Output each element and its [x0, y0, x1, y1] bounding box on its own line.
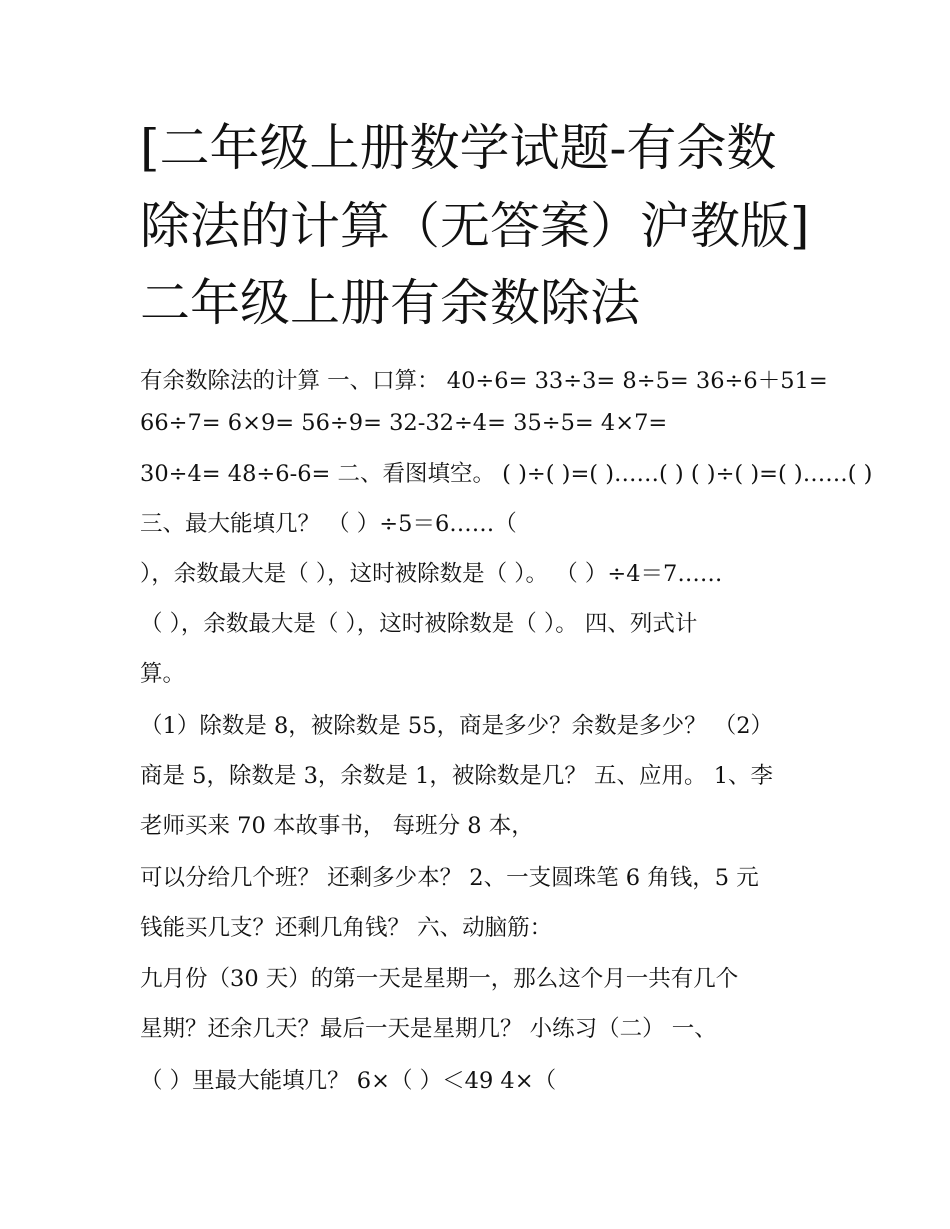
body-text-line-8: （1）除数是 8，被除数是 55，商是多少？余数是多少？ （2） — [140, 713, 774, 739]
body-text-line-14: 星期？还余几天？最后一天是星期几？ 小练习（二） 一、 — [140, 1016, 717, 1042]
document-title-line-3: 二年级上册有余数除法 — [140, 274, 640, 332]
body-text-line-13: 九月份（30 天）的第一天是星期一，那么这个月一共有几个 — [140, 966, 739, 992]
body-text-line-7: 算。 — [140, 661, 186, 687]
body-text-line-12: 钱能买几支？还剩几角钱？ 六、动脑筋： — [140, 915, 553, 941]
document-title-line-2: 除法的计算（无答案）沪教版] — [140, 197, 810, 255]
body-text-line-2: 66÷7= 6×9= 56÷9= 32-32÷4= 35÷5= 4×7= — [140, 410, 668, 436]
body-text-line-6: （ ），余数最大是（ ），这时被除数是（ ）。 四、列式计 — [140, 611, 698, 637]
body-text-line-5: ），余数最大是（ ），这时被除数是（ ）。 （ ）÷4＝7…… — [140, 561, 723, 587]
body-text-line-4: 三、最大能填几？ （ ）÷5＝6……（ — [140, 511, 517, 537]
body-text-line-9: 商是 5，除数是 3，余数是 1，被除数是几？ 五、应用。 1、李 — [140, 763, 774, 789]
body-text-line-15: （ ）里最大能填几？ 6×（ ）＜49 4×（ — [140, 1068, 557, 1094]
body-text-line-3: 30÷4= 48÷6-6= 二、看图填空。 ( )÷( )=( )……( ) ( )÷( )=( )……( ) — [140, 461, 873, 487]
body-text-line-1: 有余数除法的计算 一、口算： 40÷6= 33÷3= 8÷5= 36÷6＋51= — [140, 368, 828, 394]
document-title-line-1: [二年级上册数学试题-有余数 — [140, 119, 777, 177]
body-text-line-10: 老师买来 70 本故事书， 每班分 8 本， — [140, 813, 534, 839]
body-text-line-11: 可以分给几个班？ 还剩多少本？ 2、一支圆珠笔 6 角钱，5 元 — [140, 865, 759, 891]
